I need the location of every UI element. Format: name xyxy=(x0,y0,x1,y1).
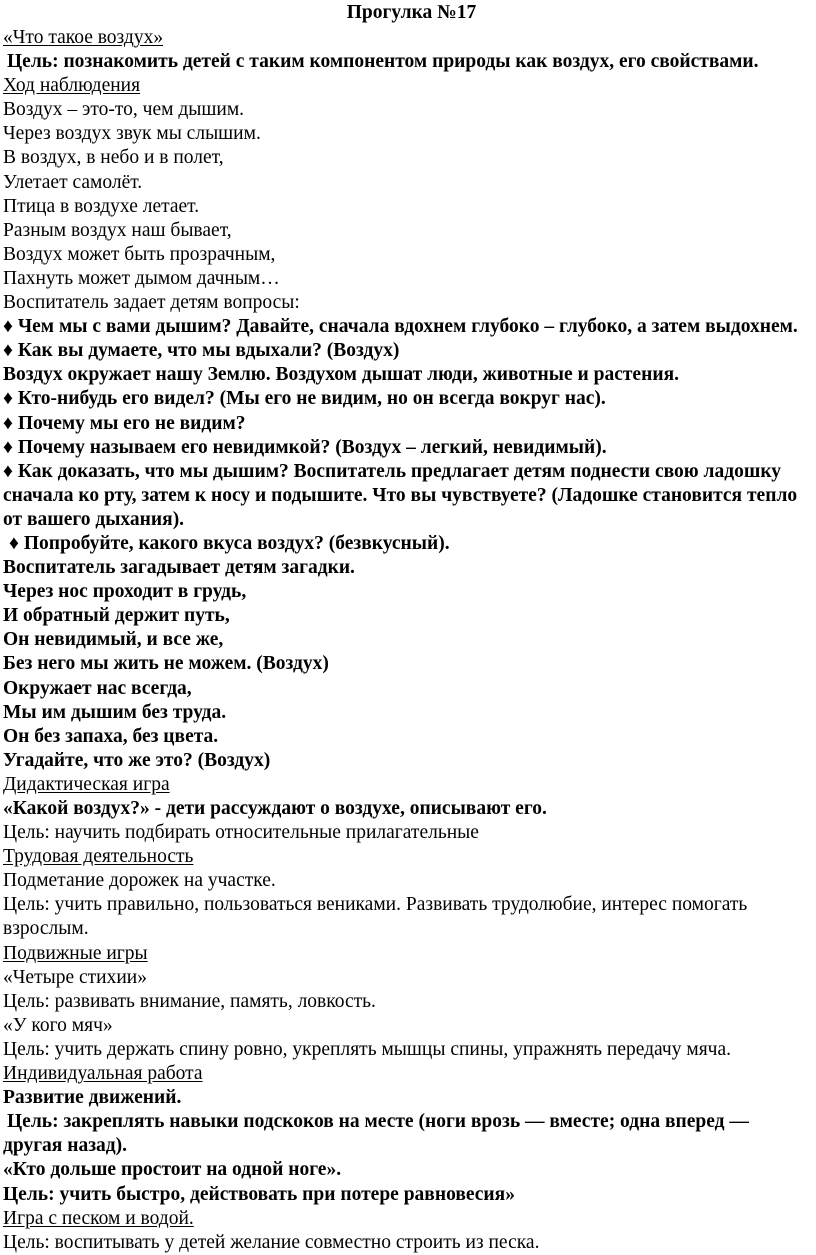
question-line: ♦ Почему мы его не видим? xyxy=(3,412,246,434)
section-heading-labor: Трудовая деятельность xyxy=(3,846,194,868)
text-line: взрослым. xyxy=(3,918,89,940)
text-line: «Какой воздух?» - дети рассуждают о воздухе, описывают его. xyxy=(3,798,547,819)
riddle-line: Угадайте, что же это? (Воздух) xyxy=(3,749,271,771)
goal-line: Цель: научить подбирать относительные прилагательные xyxy=(3,822,479,844)
question-line: ♦ Как доказать, что мы дышим? Воспитатель предлагает детям поднести свою ладошку xyxy=(3,460,782,482)
text-line: от вашего дыхания). xyxy=(3,508,185,530)
poem-line: Через воздух звук мы слышим. xyxy=(3,123,261,145)
goal-line: Цель: учить правильно, пользоваться вениками. Развивать трудолюбие, интерес помогать xyxy=(3,894,748,916)
riddle-line: И обратный держит путь, xyxy=(3,605,230,627)
goal-line: Цель: учить быстро, действовать при потере равновесия» xyxy=(3,1183,515,1205)
section-heading-sand-water: Игра с песком и водой. xyxy=(3,1207,194,1229)
poem-line: Воздух может быть прозрачным, xyxy=(3,243,276,265)
question-line: ♦ Почему называем его невидимкой? (Воздух – легкий, невидимый). xyxy=(3,436,607,458)
goal-line: Цель: развивать внимание, память, ловкость. xyxy=(3,990,376,1012)
text-line: Подметание дорожек на участке. xyxy=(3,870,276,892)
poem-line: Пахнуть может дымом дачным… xyxy=(3,267,280,289)
game-title: «У кого мяч» xyxy=(3,1014,113,1036)
section-heading-outdoor-games: Подвижные игры xyxy=(3,942,148,964)
section-heading-individual-work: Индивидуальная работа xyxy=(3,1063,203,1085)
text-line: другая назад). xyxy=(3,1135,128,1157)
game-title: «Кто дольше простоит на одной ноге». xyxy=(3,1159,342,1181)
text-line: сначала ко рту, затем к носу и подышите. Что вы чувствуете? (Ладошке становится тепло xyxy=(3,484,798,506)
question-line: ♦ Попробуйте, какого вкуса воздух? (безвкусный). xyxy=(9,532,450,554)
riddle-line: Без него мы жить не можем. (Воздух) xyxy=(3,653,329,675)
section-heading-observation: Ход наблюдения xyxy=(3,75,141,97)
poem-line: Птица в воздухе летает. xyxy=(3,195,200,217)
text-line: Развитие движений. xyxy=(3,1087,182,1109)
question-line: ♦ Как вы думаете, что мы вдыхали? (Воздух) xyxy=(3,340,400,362)
goal-line: Цель: познакомить детей с таким компонентом природы как воздух, его свойствами. xyxy=(7,51,759,73)
text-line: Воспитатель задает детям вопросы: xyxy=(3,292,300,314)
question-line: ♦ Чем мы с вами дышим? Давайте, сначала вдохнем глубоко – глубоко, а затем выдохнем. xyxy=(3,316,798,338)
goal-line: Цель: учить держать спину ровно, укреплять мышцы спины, упражнять передачу мяча. xyxy=(3,1038,732,1060)
goal-line: Цель: закреплять навыки подскоков на месте (ноги врозь — вместе; одна вперед — xyxy=(7,1111,749,1133)
poem-line: Воздух – это-то, чем дышим. xyxy=(3,99,245,121)
text-line: Воздух окружает нашу Землю. Воздухом дышат люди, животные и растения. xyxy=(3,364,679,386)
poem-line: В воздух, в небо и в полет, xyxy=(3,147,224,169)
goal-line: Цель: воспитывать у детей желание совместно строить из песка. xyxy=(3,1231,540,1253)
riddle-line: Он без запаха, без цвета. xyxy=(3,725,219,747)
riddle-line: Мы им дышим без труда. xyxy=(3,701,227,723)
walk-topic: «Что такое воздух» xyxy=(3,27,164,48)
question-line: ♦ Кто-нибудь его видел? (Мы его не видим, но он всегда вокруг нас). xyxy=(3,388,606,410)
game-title: «Четыре стихии» xyxy=(3,966,147,988)
riddle-line: Окружает нас всегда, xyxy=(3,677,192,699)
riddle-line: Он невидимый, и все же, xyxy=(3,629,224,651)
text-line: Воспитатель загадывает детям загадки. xyxy=(3,557,355,579)
riddle-line: Через нос проходит в грудь, xyxy=(3,581,247,603)
page-title: Прогулка №17 xyxy=(346,2,477,23)
poem-line: Улетает самолёт. xyxy=(3,171,143,193)
poem-line: Разным воздух наш бывает, xyxy=(3,219,232,241)
section-heading-didactic-game: Дидактическая игра xyxy=(3,773,170,795)
